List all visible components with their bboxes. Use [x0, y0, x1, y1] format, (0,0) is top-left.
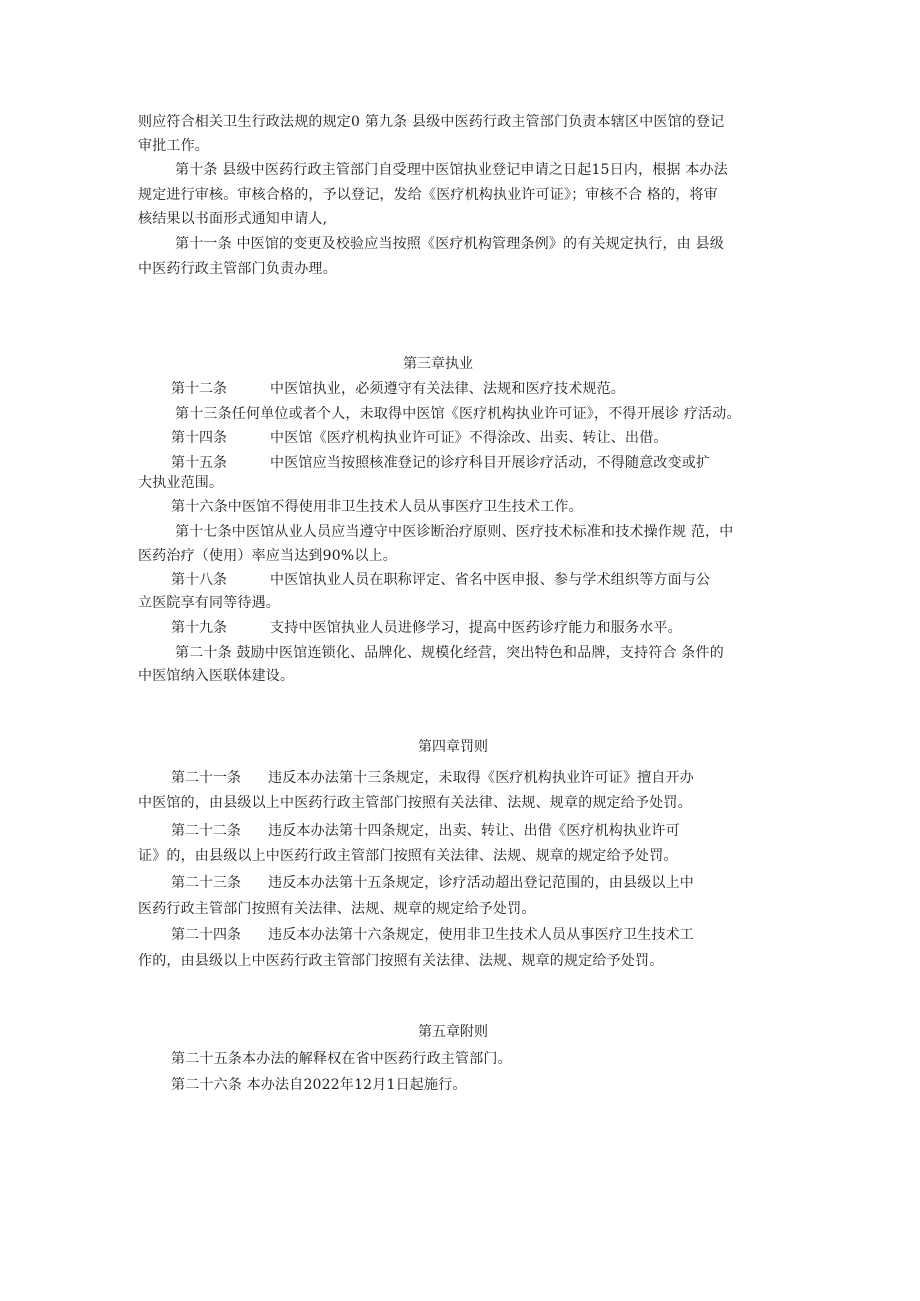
article-9-line-2: 审批工作。 — [138, 138, 209, 154]
article-15-text: 中医馆应当按照核准登记的诊疗科目开展诊疗活动，不得随意改变或扩 — [270, 455, 711, 471]
article-22-text: 违反本办法第十四条规定，出卖、转让、出借《医疗机构执业许可 — [268, 823, 680, 839]
article-21-line-2: 中医馆的，由县级以上中医药行政主管部门按照有关法律、法规、规章的规定给予处罚。 — [138, 795, 692, 811]
article-17-line-1: 第十七条中医馆从业人员应当遵守中医诊断治疗原则、医疗技术标准和技术操作规 范，中 — [175, 524, 734, 540]
article-9-line-1: 则应符合相关卫生行政法规的规定0 第九条 县级中医药行政主管部门负责本辖区中医馆的登记 — [138, 114, 725, 130]
article-19-text: 支持中医馆执业人员进修学习，提高中医药诊疗能力和服务水平。 — [270, 620, 682, 636]
article-22-label: 第二十二条 — [171, 823, 241, 839]
article-11-line-1: 第十一条 中医馆的变更及校验应当按照《医疗机构管理条例》的有关规定执行，由 县级 — [175, 236, 724, 252]
article-24-text: 违反本办法第十六条规定，使用非卫生技术人员从事医疗卫生技术工 — [268, 927, 694, 943]
article-13-line-1: 第十三条任何单位或者个人，未取得中医馆《医疗机构执业许可证》，不得开展诊 疗活动。 — [175, 406, 741, 422]
article-14-label: 第十四条 — [171, 430, 227, 446]
article-24-label: 第二十四条 — [171, 927, 241, 943]
article-16-line-1: 第十六条中医馆不得使用非卫生技术人员从事医疗卫生技术工作。 — [171, 499, 583, 515]
article-21-label: 第二十一条 — [171, 770, 241, 786]
article-18-text: 中医馆执业人员在职称评定、省名中医申报、参与学术组织等方面与公 — [270, 572, 711, 588]
chapter-4-title: 第四章罚则 — [418, 739, 488, 755]
article-21-text: 违反本办法第十三条规定，未取得《医疗机构执业许可证》擅自开办 — [268, 770, 694, 786]
article-10-line-3: 核结果以书面形式通知申请人, — [138, 211, 328, 227]
article-11-line-2: 中医药行政主管部门负责办理。 — [138, 261, 337, 277]
article-19-label: 第十九条 — [171, 620, 227, 636]
article-10-line-1: 第十条 县级中医药行政主管部门自受理中医馆执业登记申请之日起15日内，根据 本办法 — [175, 162, 728, 178]
article-14-text: 中医馆《医疗机构执业许可证》不得涂改、出卖、转让、出借。 — [270, 430, 668, 446]
article-18-label: 第十八条 — [171, 572, 227, 588]
article-23-label: 第二十三条 — [171, 875, 241, 891]
article-18-line-2: 立医院享有同等待遇。 — [138, 595, 280, 611]
article-15-label: 第十五条 — [171, 455, 227, 471]
article-26-line-1: 第二十六条 本办法自2022年12月1日起施行。 — [171, 1077, 467, 1093]
article-10-line-2: 规定进行审核。审核合格的，予以登记，发给《医疗机构执业许可证》；审核不合 格的，将审 — [138, 187, 718, 203]
chapter-5-title: 第五章附则 — [418, 1024, 488, 1040]
article-24-line-2: 作的，由县级以上中医药行政主管部门按照有关法律、法规、规章的规定给予处罚。 — [138, 953, 664, 969]
article-15-line-2: 大执业范围。 — [138, 475, 224, 491]
article-12-text: 中医馆执业，必须遵守有关法律、法规和医疗技术规范。 — [270, 381, 625, 397]
article-25-line-1: 第二十五条本办法的解释权在省中医药行政主管部门。 — [171, 1051, 512, 1067]
article-12-label: 第十二条 — [171, 381, 227, 397]
chapter-3-title: 第三章执业 — [403, 356, 473, 372]
article-20-line-2: 中医馆纳入医联体建设。 — [138, 668, 295, 684]
article-20-line-1: 第二十条 鼓励中医馆连锁化、品牌化、规模化经营，突出特色和品牌，支持符合 条件的 — [175, 645, 724, 661]
article-17-line-2: 医药治疗（使用）率应当达到90%以上。 — [138, 548, 397, 564]
article-23-text: 违反本办法第十五条规定，诊疗活动超出登记范围的，由县级以上中 — [268, 875, 694, 891]
article-22-line-2: 证》的，由县级以上中医药行政主管部门按照有关法律、法规、规章的规定给予处罚。 — [138, 848, 678, 864]
article-23-line-2: 医药行政主管部门按照有关法律、法规、规章的规定给予处罚。 — [138, 901, 536, 917]
